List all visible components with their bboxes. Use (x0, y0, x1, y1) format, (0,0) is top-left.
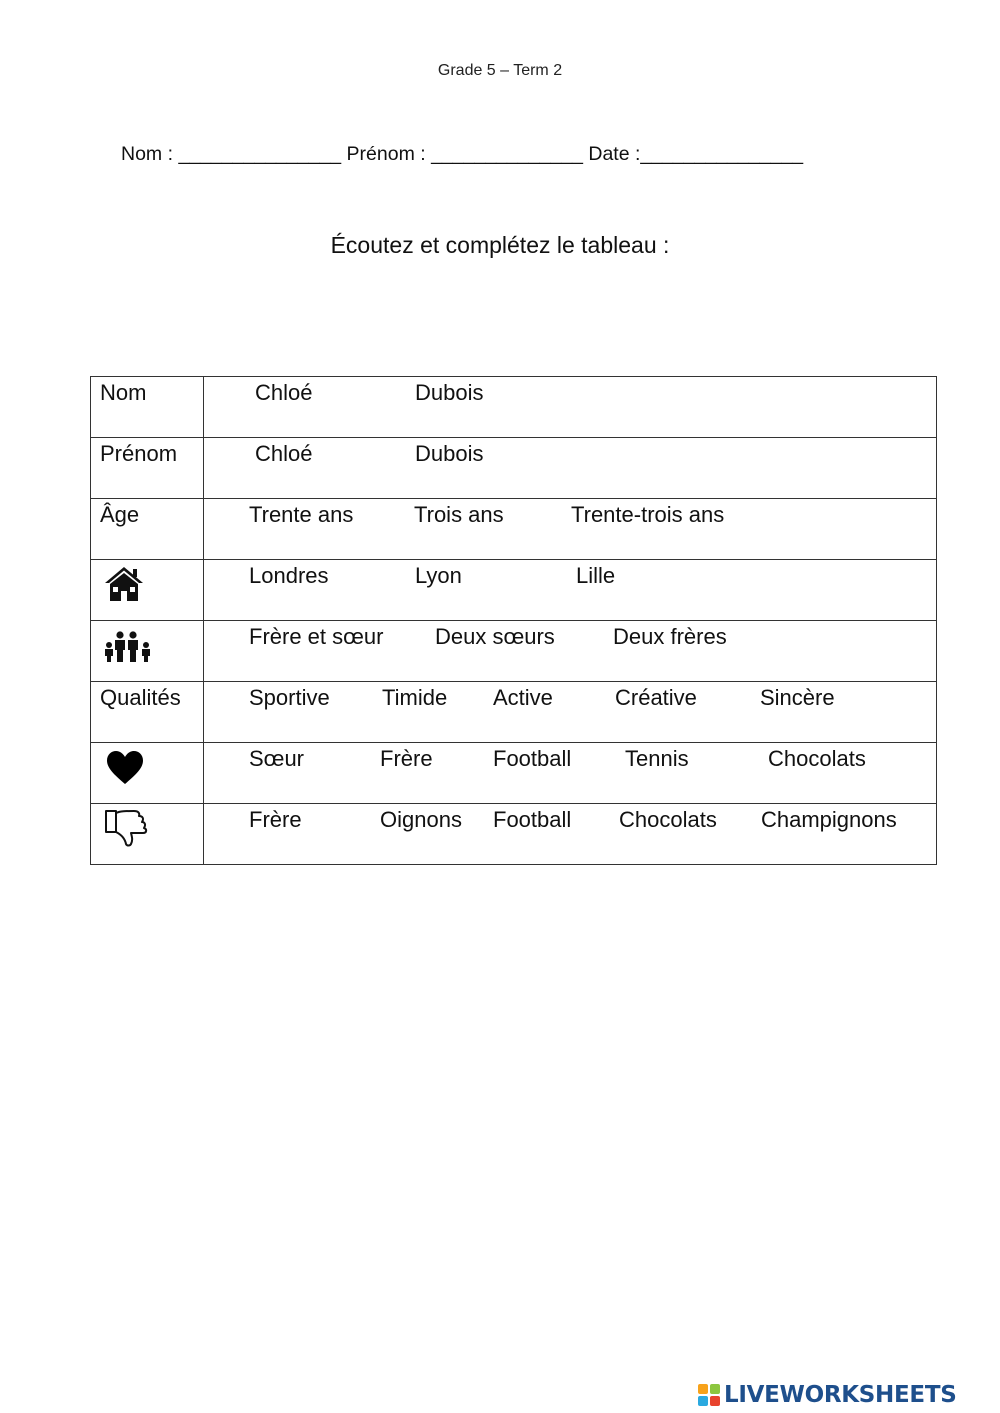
nom-blank[interactable]: _______________ (178, 143, 342, 165)
table-row (91, 743, 937, 804)
date-label: Date : (588, 143, 641, 165)
row-label-cell (91, 499, 204, 560)
table-row (91, 804, 937, 865)
option[interactable]: Créative (615, 685, 697, 710)
row-label-cell (91, 377, 204, 438)
option[interactable]: Football (493, 746, 572, 771)
options-cell (204, 804, 937, 865)
family-icon (103, 626, 153, 669)
row-label-cell (91, 743, 204, 804)
liveworksheets-text: LIVEWORKSHEETS (724, 1382, 957, 1408)
option[interactable]: Trente ans (249, 502, 354, 527)
row-label: Qualités (100, 685, 181, 710)
header-grade: Grade 5 – Term 2 (437, 62, 563, 79)
options-cell (204, 560, 937, 621)
row-label-cell (91, 560, 204, 621)
row-label: Prénom (100, 441, 178, 466)
option[interactable]: Champignons (761, 807, 897, 832)
option[interactable]: Lyon (415, 563, 462, 588)
option[interactable]: Oignons (380, 807, 462, 832)
options-cell (204, 621, 937, 682)
option[interactable]: Deux sœurs (435, 624, 555, 649)
option[interactable]: Chloé (255, 380, 313, 405)
option[interactable]: Dubois (415, 441, 484, 466)
option[interactable]: Frère et sœur (249, 624, 384, 649)
date-blank[interactable]: _______________ (640, 143, 804, 165)
option[interactable]: Deux frères (613, 624, 727, 649)
option[interactable]: Tennis (625, 746, 689, 771)
option[interactable]: Football (493, 807, 572, 832)
option[interactable]: Trente-trois ans (571, 502, 725, 527)
nom-label: Nom : (121, 143, 174, 165)
options-cell (204, 499, 937, 560)
row-label-cell (91, 804, 204, 865)
heart-icon (106, 750, 144, 791)
instruction: Écoutez et complétez le tableau : (330, 232, 670, 258)
row-label-cell (91, 438, 204, 499)
table-row (91, 621, 937, 682)
table-row (91, 438, 937, 499)
option[interactable]: Chloé (255, 441, 313, 466)
option[interactable]: Trois ans (414, 502, 504, 527)
option[interactable]: Lille (576, 563, 616, 588)
option[interactable]: Frère (249, 807, 302, 832)
student-info-line (121, 143, 803, 166)
thumbs-down-icon (104, 808, 150, 853)
options-cell (204, 377, 937, 438)
option[interactable]: Chocolats (768, 746, 866, 771)
option[interactable]: Sportive (249, 685, 330, 710)
option[interactable]: Frère (380, 746, 433, 771)
option[interactable]: Sœur (249, 746, 304, 771)
option[interactable]: Dubois (415, 380, 484, 405)
options-cell (204, 682, 937, 743)
option[interactable]: Timide (382, 685, 448, 710)
row-label-cell (91, 621, 204, 682)
table-row (91, 499, 937, 560)
option[interactable]: Londres (249, 563, 329, 588)
row-label-cell (91, 682, 204, 743)
row-label: Âge (100, 502, 140, 527)
prenom-label: Prénom : (346, 143, 426, 165)
answer-table (90, 376, 937, 865)
liveworksheets-brand (697, 1378, 956, 1412)
option[interactable]: Active (493, 685, 553, 710)
liveworksheets-logo (697, 1383, 721, 1407)
options-cell (204, 743, 937, 804)
table-row (91, 560, 937, 621)
house-icon (103, 565, 145, 608)
option[interactable]: Chocolats (619, 807, 717, 832)
options-cell (204, 438, 937, 499)
table-row (91, 377, 937, 438)
prenom-blank[interactable]: ______________ (431, 143, 583, 165)
table-row (91, 682, 937, 743)
option[interactable]: Sincère (760, 685, 835, 710)
row-label: Nom (100, 380, 147, 405)
